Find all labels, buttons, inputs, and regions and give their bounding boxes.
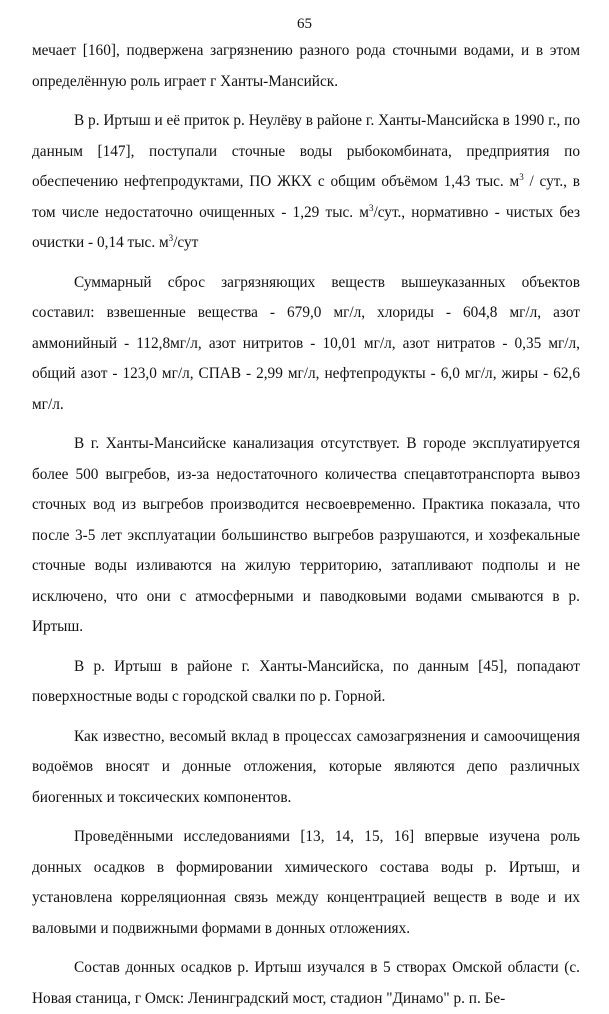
page-number: 65 xyxy=(297,16,312,32)
paragraph-2-part-1: В р. Иртыш и её приток р. Неулёву в районе г. Ханты-Мансийска в 1990 г., по данным [147], поступали сточные воды рыбокомбината, предприятия по обеспечению нефтепродуктами, ПО ЖКХ с общим объёмом 1,43 тыс. м xyxy=(32,112,580,190)
paragraph-5: В р. Иртыш в районе г. Ханты-Мансийска, по данным [45], попадают поверхностные воды с городской свалки по р. Горной. xyxy=(32,657,580,705)
paragraph-4: В г. Ханты-Мансийске канализация отсутствует. В городе эксплуатируется более 500 выгребов, из-за недостаточного количества спецавтотранспорта вывоз сточных вод из выгребов производится несвоевременно. Практика показала, что после 3-5 лет эксплуатации большинство выгребов разрушаются, и хозфекальные сточные воды изливаются на жилую территорию, затапливают подполы и не исключено, что они с атмосферными и паводковыми водами смываются в р. Иртыш. xyxy=(32,435,580,635)
paragraph-2-part-2: / сут., в том числе недостаточно очищенных - 1,29 тыс. м xyxy=(32,173,580,221)
paragraph-1: мечает [160], подвержена загрязнению разного рода сточными водами, и в этом определённую роль играет г Ханты-Мансийск. xyxy=(32,42,580,90)
paragraph-2 xyxy=(32,106,580,259)
superscript-3: 3 xyxy=(519,171,524,182)
paragraph-2-part-4: /сут xyxy=(173,234,199,251)
body-text xyxy=(32,36,580,1014)
paragraph-8: Состав донных осадков р. Иртыш изучался в 5 створах Омской области (с. Новая станица, г Омск: Ленинградский мост, стадион "Динамо" р. п. Бе- xyxy=(32,959,580,1007)
paragraph-2-part-3: /сут., нормативно - чистых без очистки - 0,14 тыс. м xyxy=(32,203,580,251)
paragraph-3: Суммарный сброс загрязняющих веществ вышеуказанных объектов составил: взвешенные вещества - 679,0 мг/л, хлориды - 604,8 мг/л, азот аммонийный - 112,8мг/л, азот нитритов - 10,01 мг/л, азот нитратов - 0,35 мг/л, общий азот - 123,0 мг/л, СПАВ - 2,99 мг/л, нефтепродукты - 6,0 мг/л, жиры - 62,6 мг/л. xyxy=(32,273,580,413)
paragraph-6: Как известно, весомый вклад в процессах самозагрязнения и самоочищения водоёмов вносят и донные отложения, которые являются депо различных биогенных и токсических компонентов. xyxy=(32,727,580,806)
superscript-3: 3 xyxy=(168,232,174,243)
superscript-3: 3 xyxy=(368,202,374,213)
paragraph-7: Проведёнными исследованиями [13, 14, 15, 16] впервые изучена роль донных осадков в формировании химического состава воды р. Иртыш, и установлена корреляционная связь между концентрацией веществ в воде и их валовыми и подвижными формами в донных отложениях. xyxy=(32,828,580,937)
